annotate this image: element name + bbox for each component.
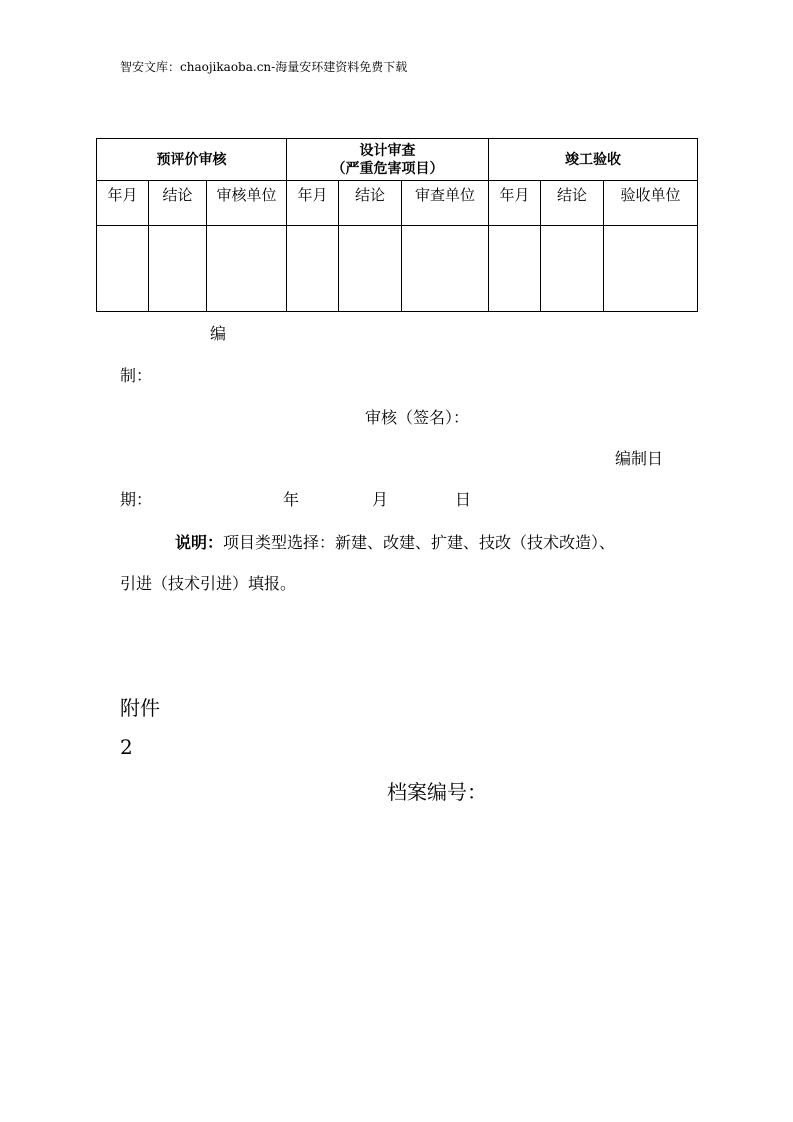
empty-cell — [339, 226, 402, 312]
page-header: 智安文库：chaojikaoba.cn-海量安环建资料免费下载 — [120, 60, 408, 74]
note-line-1 — [175, 530, 615, 553]
review-signature-label: 审核（签名）： — [365, 408, 470, 427]
date-label-2: 期： — [120, 490, 153, 509]
col-header: 结论 — [541, 181, 604, 226]
empty-cell — [489, 226, 541, 312]
empty-cell — [541, 226, 604, 312]
group-completion-acceptance: 竣工验收 — [489, 139, 698, 181]
col-header: 年月 — [97, 181, 149, 226]
month-label: 月 — [372, 490, 389, 509]
col-header: 年月 — [287, 181, 339, 226]
date-label-1: 编制日 — [615, 449, 664, 468]
day-label: 日 — [455, 490, 472, 509]
review-table — [96, 138, 698, 312]
empty-cell — [402, 226, 489, 312]
archive-number-label: 档案编号： — [387, 780, 487, 804]
empty-cell — [207, 226, 287, 312]
note-label: 说明： — [175, 533, 224, 552]
note-text: 项目类型选择：新建、改建、扩建、技改（技术改造）、 — [223, 533, 616, 552]
col-header: 结论 — [149, 181, 207, 226]
attachment-label: 附件 — [120, 696, 160, 720]
compiler-label-2: 制： — [120, 366, 153, 385]
empty-cell — [604, 226, 698, 312]
col-header: 审核单位 — [207, 181, 287, 226]
group-subtitle: （严重危害项目） — [331, 160, 444, 177]
col-header: 验收单位 — [604, 181, 698, 226]
empty-cell — [287, 226, 339, 312]
group-pre-evaluation: 预评价审核 — [97, 139, 287, 181]
attachment-number: 2 — [120, 735, 133, 759]
col-header: 年月 — [489, 181, 541, 226]
empty-cell — [97, 226, 149, 312]
compiler-label-1: 编 — [210, 324, 227, 343]
col-header: 审查单位 — [402, 181, 489, 226]
group-title: 设计审查 — [359, 142, 416, 159]
group-design-review — [287, 139, 489, 181]
col-header: 结论 — [339, 181, 402, 226]
empty-cell — [149, 226, 207, 312]
year-label: 年 — [283, 490, 300, 509]
note-line-2: 引进（技术引进）填报。 — [120, 574, 297, 593]
